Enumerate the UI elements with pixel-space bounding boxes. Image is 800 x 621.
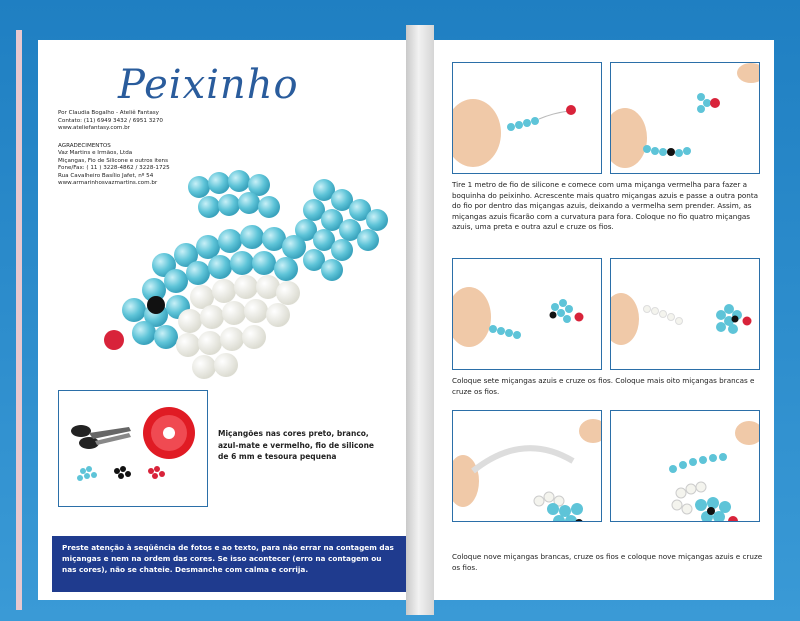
blue-beads-icon	[77, 466, 97, 481]
step2-text: Coloque sete miçangas azuis e cruze os fios. Coloque mais oito miçangas brancas e cruze os fios.	[452, 376, 755, 396]
step1-photo-b	[610, 62, 760, 174]
credit-author: Por Claudia Bogalho - Ateliê Fantasy	[58, 110, 159, 116]
finger-shape	[611, 108, 647, 168]
thanks-line: www.armarinhosvazmartins.com.br	[58, 180, 158, 186]
page-gutter	[406, 25, 434, 615]
thanks-heading: AGRADECIMENTOS	[58, 142, 111, 149]
left-page	[38, 40, 406, 600]
black-beads-icon	[114, 466, 131, 479]
materials-photo	[58, 390, 208, 507]
page-title: Peixinho	[118, 62, 299, 108]
thanks-line: Vaz Martins e Irmãos, Ltda	[58, 150, 133, 156]
step1-photo-a	[452, 62, 602, 174]
credit-contact: Contato: (11) 6949 3432 / 6951 3270	[58, 117, 163, 124]
step2-photo-a	[452, 258, 602, 370]
right-page	[434, 40, 774, 600]
eye-bead	[147, 296, 165, 314]
materials-illustration	[59, 391, 207, 506]
page-edge	[16, 30, 22, 610]
step1-text: Tire 1 metro de fio de silicone e comece com uma miçanga vermelha para fazer a boquinha do peixinho. Acrescente mais quatro miçangas azuis e passe a outra ponta do fio por dentro das miçangas azuis, deixando a vermelha sem prender. Assim, as miçangas azuis ficarão com a curvatura para fora. Coloque no fio quatro miçangas azuis, uma preta e outra azul e cruze os fios.	[452, 180, 759, 231]
finger-shape	[453, 99, 501, 167]
thread-spool-icon	[143, 407, 195, 459]
bead-fish-photo	[74, 115, 404, 405]
step3-text: Coloque nove miçangas brancas, cruze os fios e coloque nove miçangas azuis e cruze os fios.	[452, 552, 763, 572]
thanks-line: Miçangas, Fio de Silicone e outros itens	[58, 157, 169, 164]
credit-website: www.ateliefantasy.com.br	[58, 125, 130, 131]
thanks-line: Rua Cavalheiro Basílio Jafet, nº 54	[58, 172, 154, 179]
step3-photo-b	[610, 410, 760, 522]
notice-banner: Preste atenção à seqüência de fotos e ao texto, para não errar na contagem das miçangas e nem na ordem das cores. Se isso acontecer (erro na contagem ou nas cores), não se chateie. Desmanche com calma e corrija.	[52, 536, 408, 592]
step3-photo-a	[452, 410, 602, 522]
scissors-icon	[71, 425, 131, 449]
mouth-bead	[104, 330, 124, 350]
red-beads-icon	[148, 466, 165, 479]
step2-photo-b	[610, 258, 760, 370]
thanks-line: Fone/Fax: ( 11 ) 3228-4862 / 3228-1725	[58, 165, 170, 171]
materials-description: Miçangões nas cores preto, branco, azul-mate e vermelho, fio de silicone de 6 mm e tesoura pequena	[218, 429, 374, 461]
